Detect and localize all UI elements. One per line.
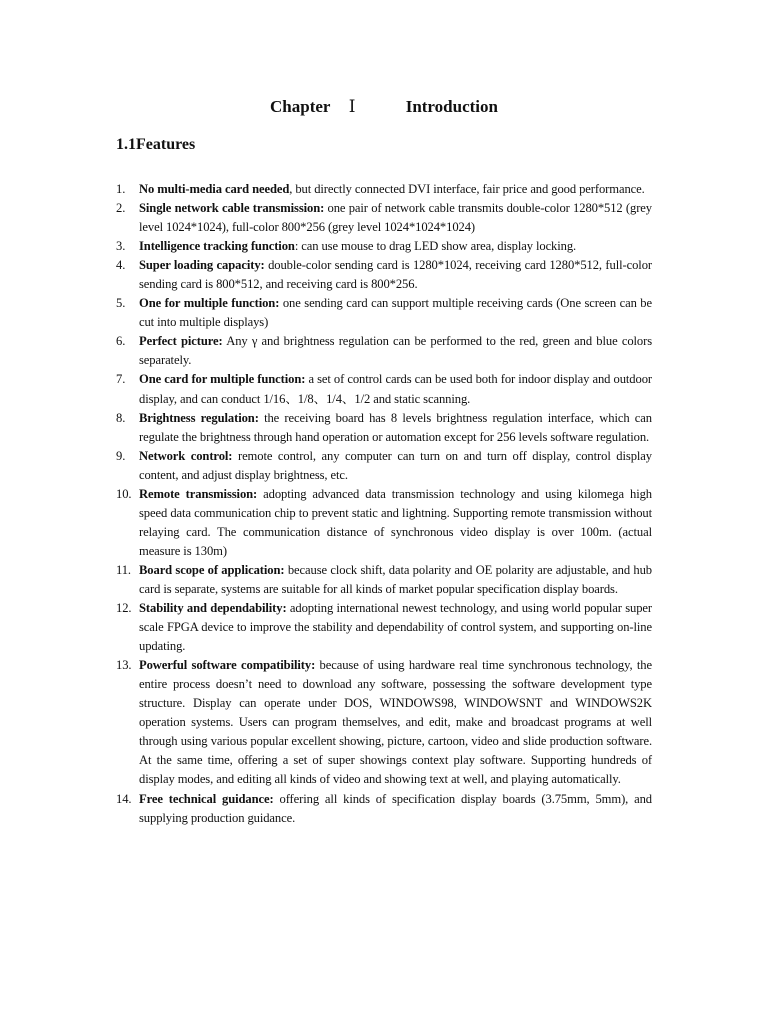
feature-number: 2. — [116, 201, 126, 216]
feature-text: one sending card can support multiple receiving cards (One screen can be cut into multiple displays) — [139, 296, 652, 330]
feature-text: because clock shift, data polarity and OE polarity are adjustable, and hub card is separate, systems are suitable for all kinds of market popular specification display boards. — [139, 562, 652, 596]
feature-item — [116, 485, 652, 561]
feature-lead: One for multiple function: — [139, 296, 280, 311]
feature-lead: Intelligence tracking function — [139, 239, 295, 254]
feature-item — [116, 256, 652, 294]
feature-lead: Network control: — [139, 448, 233, 463]
feature-number: 9. — [116, 448, 126, 463]
feature-text: offering all kinds of specification display boards (3.75mm, 5mm), and supplying production guidance. — [139, 791, 652, 825]
feature-number: 1. — [116, 182, 126, 196]
feature-item — [116, 180, 652, 199]
feature-lead: Perfect picture: — [139, 334, 223, 349]
feature-item — [116, 332, 652, 370]
feature-text: , but directly connected DVI interface, fair price and good performance. — [289, 182, 645, 196]
feature-text: adopting advanced data transmission technology and using kilomega high speed data communication chip to prevent static and lightning. Supporting remote transmission without relaying card. The communication distance of synchronous video display is over 100m. (actual measure is 130m) — [139, 486, 652, 558]
feature-number: 12. — [116, 601, 132, 616]
feature-text: double-color sending card is 1280*1024, receiving card 1280*512, full-color sending card is 800*512, and receiving card is 800*256. — [139, 258, 652, 292]
feature-item — [116, 294, 652, 332]
chapter-title — [0, 96, 768, 118]
feature-lead: Brightness regulation: — [139, 410, 259, 425]
feature-lead: Stability and dependability: — [139, 601, 287, 616]
feature-lead: Board scope of application: — [139, 562, 285, 577]
feature-lead: No multi-media card needed — [139, 182, 290, 196]
feature-lead: Remote transmission: — [139, 486, 258, 501]
feature-number: 5. — [116, 296, 126, 311]
feature-text: because of using hardware real time synchronous technology, the entire process doesn’t need to download any software, possessing the software development type structure. Display can operate under DOS, WINDOWS98, WINDOWSNT and WINDOWS2K operation systems. Users can program themselves, and edit, make and broadcast programs at well through using various popular excellent showing, picture, cartoon, video and slide production software. At the same time, offering a set of super showings context play software. Supporting hundreds of display modes, and editing all kinds of video and showing text at well, and playing automatically. — [139, 658, 652, 787]
chapter-number: Ⅰ — [348, 97, 356, 116]
chapter-name: Introduction — [405, 97, 498, 116]
feature-number: 13. — [116, 658, 132, 673]
feature-lead: Free technical guidance: — [139, 791, 274, 806]
feature-lead: Super loading capacity: — [139, 258, 265, 273]
feature-number: 14. — [116, 791, 132, 806]
feature-item — [116, 237, 652, 256]
feature-text: one pair of network cable transmits double-color 1280*512 (grey level 1024*1024), full-color 800*256 (grey level 1024*1024*1024) — [139, 201, 652, 235]
feature-item — [116, 561, 652, 599]
feature-text: : can use mouse to drag LED show area, display locking. — [294, 239, 577, 254]
feature-item — [116, 370, 652, 408]
feature-text: remote control, any computer can turn on and turn off display, control display content, and adjust display brightness, etc. — [139, 448, 652, 482]
feature-item — [116, 599, 652, 656]
feature-text: adopting international newest technology, and using world popular super scale FPGA device to improve the stability and dependability of control system, and supporting on-line updating. — [139, 601, 653, 654]
feature-item — [116, 656, 652, 789]
feature-number: 8. — [116, 410, 126, 425]
feature-list — [116, 180, 652, 828]
feature-item — [116, 447, 652, 485]
chapter-word: Chapter — [270, 97, 331, 116]
feature-number: 4. — [116, 258, 126, 273]
feature-item — [116, 790, 652, 828]
section-heading: 1.1Features — [116, 136, 196, 153]
feature-item — [116, 409, 652, 447]
feature-number: 7. — [116, 372, 126, 387]
feature-text: Any γ and brightness regulation can be performed to the red, green and blue colors separately. — [139, 334, 653, 368]
feature-number: 6. — [116, 334, 126, 349]
feature-text: the receiving board has 8 levels brightness regulation interface, which can regulate the brightness through hand operation or automation except for 256 levels software regulation. — [139, 410, 652, 444]
feature-lead: Powerful software compatibility: — [139, 658, 316, 673]
feature-number: 3. — [116, 239, 126, 254]
feature-lead: One card for multiple function: — [139, 372, 306, 387]
feature-item — [116, 199, 652, 237]
feature-lead: Single network cable transmission: — [139, 201, 325, 216]
feature-text: a set of control cards can be used both for indoor display and outdoor display, and can conduct 1/16、1/8、1/4、1/2 and static scanning. — [139, 372, 652, 406]
feature-number: 11. — [116, 562, 131, 577]
feature-number: 10. — [116, 486, 132, 501]
